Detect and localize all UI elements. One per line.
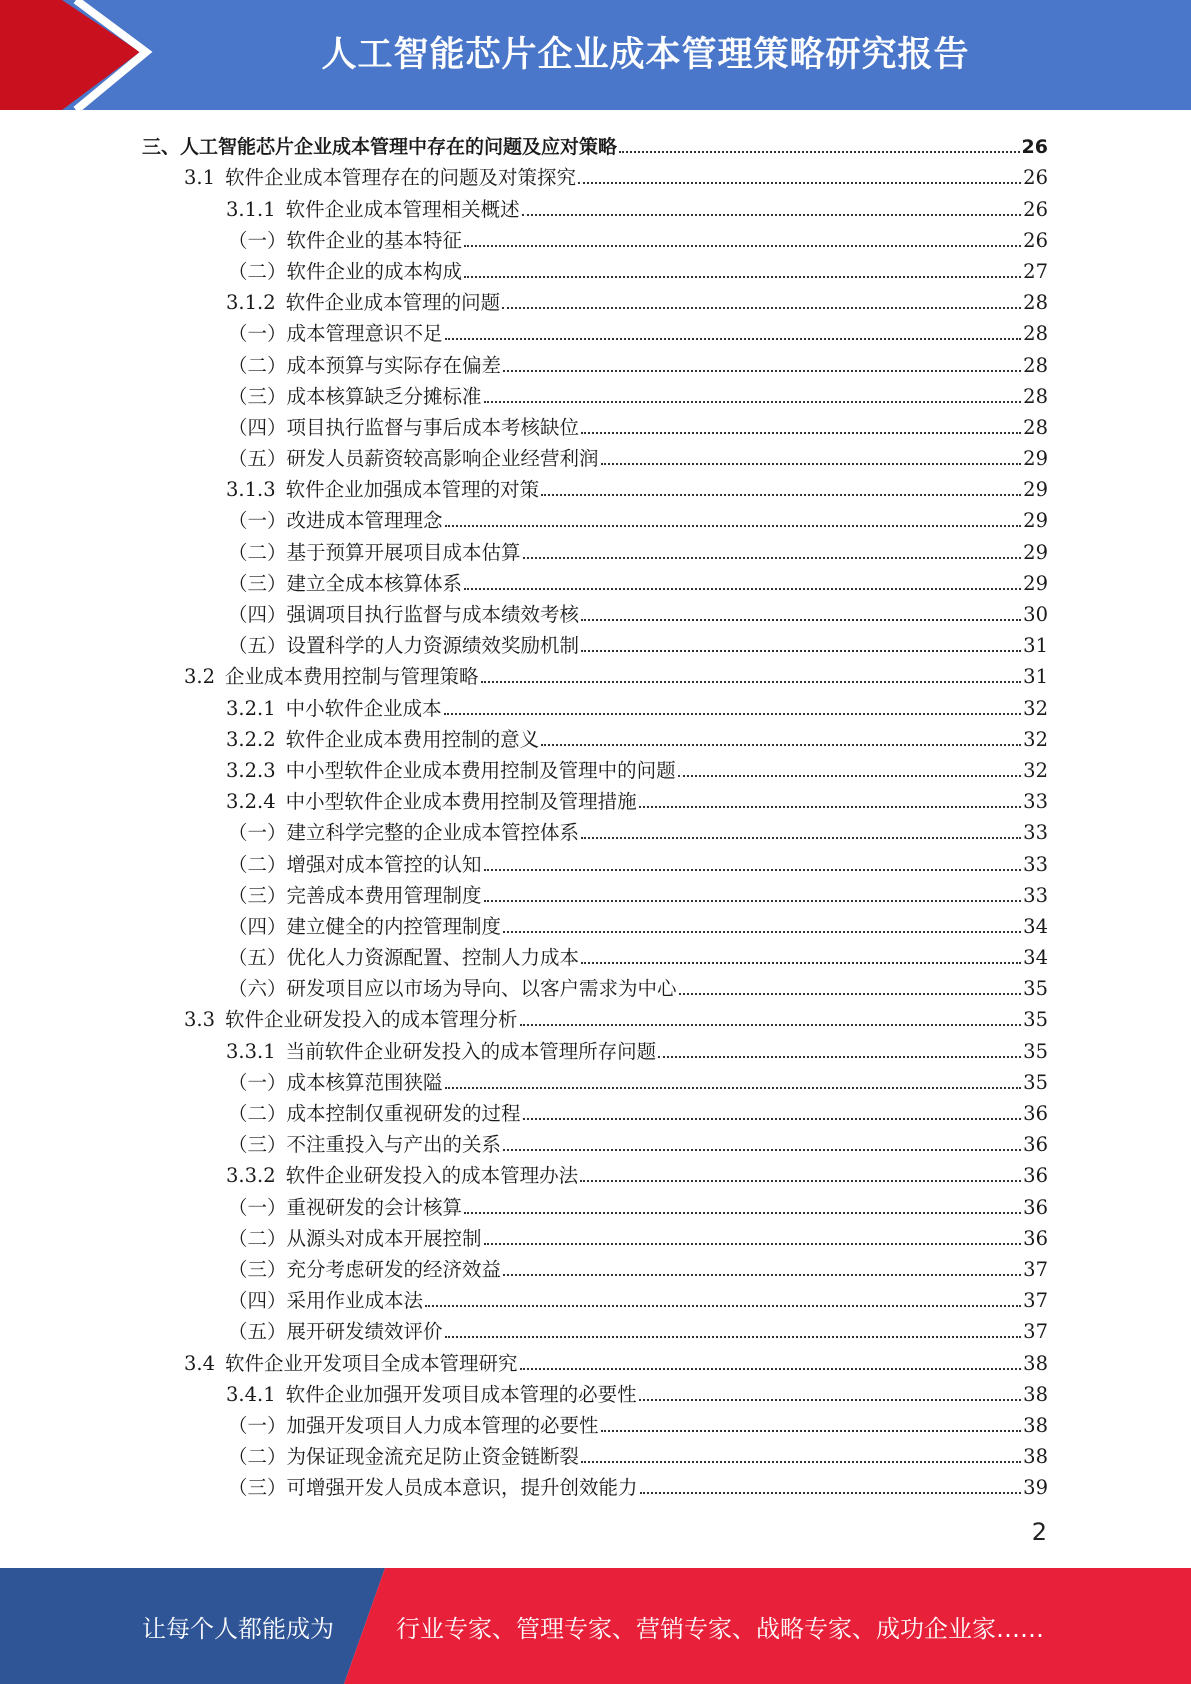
- toc-entry-page: 33: [1023, 883, 1048, 907]
- toc-dot-leader: [445, 524, 1022, 527]
- toc-entry[interactable]: [0, 1156, 1048, 1187]
- toc-entry[interactable]: [0, 470, 1048, 501]
- toc-entry-page: 28: [1023, 322, 1048, 346]
- toc-entry-page: 38: [1023, 1351, 1048, 1375]
- toc-entry-title: 软件企业开发项目全成本管理研究: [225, 1351, 518, 1375]
- toc-entry[interactable]: [0, 283, 1048, 314]
- toc-entry-title: （二）为保证现金流充足防止资金链断裂: [228, 1445, 580, 1469]
- toc-entry[interactable]: [0, 1063, 1048, 1094]
- toc-entry[interactable]: [0, 751, 1048, 782]
- toc-entry-page: 26: [1023, 166, 1048, 190]
- toc-entry-page: 35: [1023, 1039, 1048, 1063]
- toc-entry-page: 26: [1021, 136, 1048, 159]
- toc-entry[interactable]: [0, 189, 1048, 220]
- toc-entry-number: 3.3.1: [226, 1039, 276, 1063]
- toc-entry[interactable]: [0, 314, 1048, 345]
- toc-entry-page: 38: [1023, 1413, 1048, 1437]
- toc-entry-page: 28: [1023, 353, 1048, 377]
- toc-entry[interactable]: [0, 439, 1048, 470]
- toc-entry-title: （五）展开研发绩效评价: [228, 1320, 443, 1344]
- toc-entry-page: 28: [1023, 415, 1048, 439]
- toc-entry-title: 软件企业成本管理存在的问题及对策探究: [225, 166, 577, 190]
- toc-entry-title: （一）建立科学完整的企业成本管控体系: [228, 821, 580, 845]
- toc-entry-title: 软件企业成本管理相关概述: [285, 197, 520, 221]
- toc-entry[interactable]: [0, 844, 1048, 875]
- toc-entry[interactable]: [0, 720, 1048, 751]
- toc-entry-title: （二）成本预算与实际存在偏差: [228, 353, 502, 377]
- toc-entry[interactable]: [0, 907, 1048, 938]
- toc-entry-page: 35: [1023, 977, 1048, 1001]
- header-band: [0, 0, 1191, 110]
- toc-entry-title: （四）强调项目执行监督与成本绩效考核: [228, 603, 580, 626]
- toc-entry-title: （二）软件企业的成本构成: [228, 259, 463, 283]
- toc-entry-title: 中小软件企业成本: [285, 696, 442, 720]
- toc-entry-number: 3.2: [184, 665, 216, 689]
- toc-dot-leader: [464, 275, 1021, 278]
- toc-dot-leader: [520, 1367, 1022, 1370]
- toc-entry[interactable]: [0, 1000, 1048, 1031]
- toc-dot-leader: [444, 712, 1022, 715]
- toc-entry-page: 33: [1023, 821, 1048, 845]
- footer-slogan-left: 让每个人都能成为: [142, 1614, 334, 1643]
- toc-entry-title: （一）成本管理意识不足: [228, 322, 443, 346]
- toc-dot-leader: [581, 961, 1021, 964]
- toc-dot-leader: [425, 1304, 1021, 1307]
- toc-entry-title: （五）设置科学的人力资源绩效奖励机制: [228, 634, 580, 658]
- toc-entry[interactable]: [0, 158, 1048, 189]
- toc-entry-title: （三）完善成本费用管理制度: [228, 883, 482, 907]
- toc-entry-page: 29: [1023, 571, 1048, 595]
- toc-entry[interactable]: [0, 782, 1048, 813]
- toc-entry-title: （一）改进成本管理理念: [228, 509, 443, 533]
- toc-entry-title: 软件企业研发投入的成本管理分析: [225, 1008, 518, 1032]
- toc-entry-number: 3.3.2: [226, 1164, 276, 1188]
- toc-entry-page: 29: [1023, 540, 1048, 564]
- toc-dot-leader: [523, 1117, 1022, 1120]
- toc-dot-leader: [522, 213, 1022, 216]
- toc-entry-page: 29: [1023, 478, 1048, 502]
- toc-entry[interactable]: [0, 345, 1048, 376]
- toc-entry-page: 35: [1023, 1008, 1048, 1032]
- toc-entry-title: 三、人工智能芯片企业成本管理中存在的问题及应对策略: [142, 136, 618, 159]
- toc-dot-leader: [464, 244, 1021, 247]
- toc-entry-number: 3.2.3: [226, 758, 276, 782]
- toc-dot-leader: [445, 1335, 1022, 1338]
- toc-entry-number: 3.4.1: [226, 1382, 276, 1406]
- toc-entry-number: 3.2.2: [226, 727, 276, 751]
- toc-entry-page: 26: [1023, 197, 1048, 221]
- toc-dot-leader: [678, 774, 1022, 777]
- toc-dot-leader: [503, 930, 1021, 933]
- toc-entry-page: 37: [1023, 1289, 1048, 1313]
- toc-entry-page: 33: [1023, 790, 1048, 814]
- toc-entry[interactable]: [0, 1343, 1048, 1374]
- toc-entry-page: 29: [1023, 509, 1048, 533]
- toc-entry[interactable]: [0, 1406, 1048, 1437]
- toc-dot-leader: [578, 181, 1021, 184]
- toc-entry-number: 3.3: [184, 1008, 216, 1032]
- toc-dot-leader: [520, 1023, 1022, 1026]
- toc-entry-page: 35: [1023, 1070, 1048, 1094]
- toc-entry-number: 3.1.3: [226, 478, 276, 502]
- toc-entry-title: 中小型软件企业成本费用控制及管理措施: [285, 790, 637, 814]
- toc-entry-page: 32: [1023, 696, 1048, 720]
- toc-entry[interactable]: [0, 127, 1048, 158]
- toc-entry-title: （一）重视研发的会计核算: [228, 1195, 463, 1219]
- toc-entry-page: 38: [1023, 1445, 1048, 1469]
- toc-entry-page: 39: [1023, 1476, 1048, 1500]
- toc-entry-title: （四）采用作业成本法: [228, 1289, 424, 1313]
- toc-dot-leader: [679, 992, 1022, 995]
- toc-dot-leader: [502, 306, 1021, 309]
- toc-entry-title: 软件企业成本管理的问题: [285, 291, 501, 315]
- toc-entry[interactable]: [0, 408, 1048, 439]
- toc-entry-page: 36: [1023, 1102, 1048, 1125]
- toc-entry[interactable]: [0, 657, 1048, 688]
- toc-dot-leader: [619, 150, 1020, 153]
- toc-entry-page: 34: [1023, 914, 1048, 938]
- toc-entry-title: （六）研发项目应以市场为导向、以客户需求为中心: [228, 977, 677, 1001]
- toc-entry-number: 3.1.1: [226, 197, 276, 221]
- toc-entry[interactable]: [0, 564, 1048, 595]
- toc-entry-title: （一）成本核算范围狭隘: [228, 1070, 443, 1094]
- toc-dot-leader: [464, 1211, 1021, 1214]
- toc-entry-page: 37: [1023, 1257, 1048, 1281]
- toc-entry[interactable]: [0, 876, 1048, 907]
- toc-entry-title: （四）建立健全的内控管理制度: [228, 914, 502, 938]
- toc-entry-number: 3.2.1: [226, 696, 276, 720]
- toc-entry-page: 32: [1023, 758, 1048, 782]
- toc-dot-leader: [639, 805, 1022, 808]
- toc-entry-page: 29: [1023, 447, 1048, 471]
- toc-entry-number: 3.2.4: [226, 790, 276, 814]
- toc-entry-page: 28: [1023, 384, 1048, 408]
- toc-entry[interactable]: [0, 532, 1048, 563]
- toc-entry-number: 3.1: [184, 166, 216, 190]
- toc-entry-title: （三）充分考虑研发的经济效益: [228, 1257, 502, 1281]
- toc-entry-page: 26: [1023, 228, 1048, 252]
- toc-dot-leader: [445, 1086, 1022, 1089]
- toc-entry-title: （二）基于预算开展项目成本估算: [228, 540, 521, 564]
- toc-entry-title: 企业成本费用控制与管理策略: [225, 665, 479, 689]
- toc-dot-leader: [464, 587, 1021, 590]
- toc-entry[interactable]: [0, 1031, 1048, 1062]
- toc-entry-title: （二）从源头对成本开展控制: [228, 1226, 482, 1250]
- toc-entry-page: 31: [1023, 634, 1048, 658]
- table-of-contents: [0, 127, 1191, 1499]
- toc-dot-leader: [640, 1491, 1022, 1494]
- toc-entry[interactable]: [0, 1125, 1048, 1156]
- toc-entry[interactable]: [0, 688, 1048, 719]
- toc-entry-page: 34: [1023, 946, 1048, 970]
- red-arrow-decoration: [0, 0, 160, 110]
- toc-entry[interactable]: [0, 1437, 1048, 1468]
- toc-entry-page: 33: [1023, 852, 1048, 876]
- toc-entry-title: （三）不注重投入与产出的关系: [228, 1133, 502, 1157]
- toc-entry[interactable]: [0, 1187, 1048, 1218]
- toc-dot-leader: [484, 868, 1022, 871]
- toc-dot-leader: [581, 1460, 1021, 1463]
- footer-band: [0, 1568, 1191, 1684]
- toc-entry-page: 36: [1023, 1164, 1048, 1188]
- toc-dot-leader: [523, 556, 1022, 559]
- toc-entry[interactable]: [0, 626, 1048, 657]
- toc-entry-page: 37: [1023, 1320, 1048, 1344]
- toc-entry-page: 32: [1023, 727, 1048, 751]
- toc-entry-page: 38: [1023, 1382, 1048, 1406]
- toc-entry[interactable]: [0, 969, 1048, 1000]
- toc-entry-page: 30: [1023, 603, 1048, 626]
- toc-dot-leader: [581, 836, 1021, 839]
- toc-entry-title: 中小型软件企业成本费用控制及管理中的问题: [285, 758, 676, 782]
- toc-entry-page: 28: [1023, 291, 1048, 315]
- toc-dot-leader: [581, 618, 1021, 621]
- toc-entry-title: 软件企业加强成本管理的对策: [285, 478, 540, 502]
- toc-dot-leader: [503, 369, 1021, 372]
- toc-entry[interactable]: [0, 1375, 1048, 1406]
- toc-entry-page: 36: [1023, 1133, 1048, 1157]
- toc-entry[interactable]: [0, 221, 1048, 252]
- footer-slogan-right: 行业专家、管理专家、营销专家、战略专家、成功企业家……: [396, 1614, 1044, 1643]
- toc-entry-page: 36: [1023, 1195, 1048, 1219]
- toc-entry-title: （三）成本核算缺乏分摊标准: [228, 384, 482, 408]
- toc-entry-title: （一）软件企业的基本特征: [228, 228, 463, 252]
- toc-entry-page: 27: [1023, 259, 1048, 283]
- toc-entry[interactable]: [0, 1312, 1048, 1343]
- toc-entry-title: （二）成本控制仅重视研发的过程: [228, 1102, 521, 1125]
- toc-entry-title: （一）加强开发项目人力成本管理的必要性: [228, 1413, 599, 1437]
- toc-entry-number: 3.4: [184, 1351, 216, 1375]
- toc-entry-title: 软件企业研发投入的成本管理办法: [285, 1164, 579, 1188]
- toc-dot-leader: [541, 743, 1021, 746]
- toc-entry[interactable]: [0, 1219, 1048, 1250]
- toc-entry-title: （二）增强对成本管控的认知: [228, 852, 482, 876]
- toc-entry[interactable]: [0, 1281, 1048, 1312]
- toc-entry[interactable]: [0, 1094, 1048, 1125]
- toc-entry[interactable]: [0, 813, 1048, 844]
- toc-entry-title: （五）研发人员薪资较高影响企业经营利润: [228, 447, 599, 471]
- toc-dot-leader: [541, 493, 1021, 496]
- toc-dot-leader: [484, 400, 1022, 403]
- toc-entry-title: （三）可增强开发人员成本意识，提升创效能力: [228, 1476, 638, 1500]
- toc-entry-title: 软件企业加强开发项目成本管理的必要性: [285, 1382, 637, 1406]
- toc-dot-leader: [445, 337, 1022, 340]
- toc-entry-title: （三）建立全成本核算体系: [228, 571, 463, 595]
- toc-dot-leader: [580, 1179, 1021, 1182]
- toc-dot-leader: [601, 1429, 1022, 1432]
- toc-entry[interactable]: [0, 1250, 1048, 1281]
- toc-entry-title: （五）优化人力资源配置、控制人力成本: [228, 946, 580, 970]
- toc-entry[interactable]: [0, 595, 1048, 626]
- toc-dot-leader: [601, 462, 1022, 465]
- toc-dot-leader: [581, 649, 1021, 652]
- toc-entry-page: 31: [1023, 665, 1048, 689]
- toc-dot-leader: [639, 1398, 1022, 1401]
- toc-entry-title: 当前软件企业研发投入的成本管理所存问题: [285, 1039, 657, 1063]
- toc-entry[interactable]: [0, 1468, 1048, 1499]
- toc-entry-title: 软件企业成本费用控制的意义: [285, 727, 540, 751]
- toc-dot-leader: [484, 1242, 1022, 1245]
- toc-entry[interactable]: [0, 938, 1048, 969]
- toc-entry-page: 36: [1023, 1226, 1048, 1250]
- toc-entry[interactable]: [0, 377, 1048, 408]
- toc-entry[interactable]: [0, 501, 1048, 532]
- page-number: 2: [1031, 1518, 1047, 1546]
- toc-entry-number: 3.1.2: [226, 291, 276, 315]
- toc-dot-leader: [484, 899, 1022, 902]
- report-title: 人工智能芯片企业成本管理策略研究报告: [321, 35, 970, 75]
- toc-entry-title: （四）项目执行监督与事后成本考核缺位: [228, 415, 580, 439]
- toc-dot-leader: [503, 1148, 1021, 1151]
- toc-dot-leader: [503, 1273, 1021, 1276]
- toc-dot-leader: [481, 680, 1022, 683]
- toc-dot-leader: [581, 431, 1021, 434]
- toc-entry[interactable]: [0, 252, 1048, 283]
- toc-dot-leader: [658, 1055, 1021, 1058]
